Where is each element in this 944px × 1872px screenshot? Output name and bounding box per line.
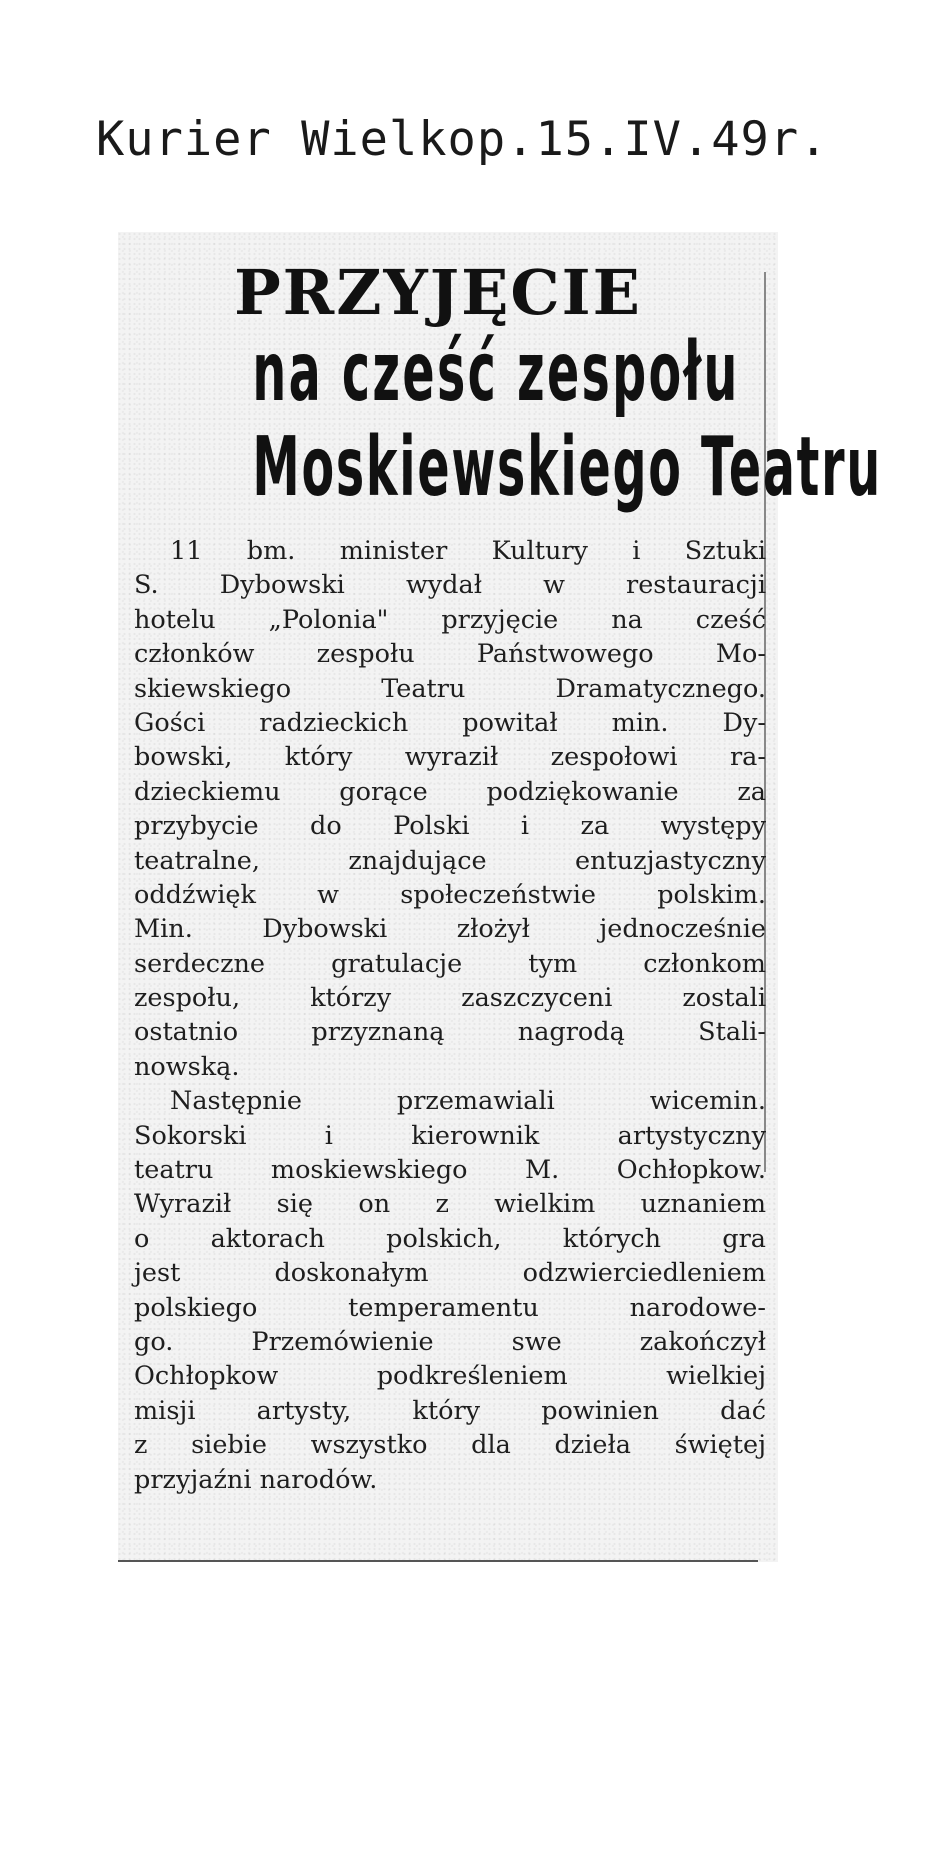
text-line: serdeczne gratulacje tym członkom [134,948,766,979]
article-body [134,534,766,1497]
headline-line-1: PRZYJĘCIE [234,256,642,329]
text-line: o aktorach polskich, których gra [134,1223,766,1254]
text-line: oddźwięk w społeczeństwie polskim. [134,879,766,910]
text-line: członków zespołu Państwowego Mo- [134,639,766,670]
text-line: nowską. [134,1051,240,1082]
text-line: Wyraził się on z wielkim uznaniem [134,1189,766,1220]
text-line: Ochłopkow podkreśleniem wielkiej [134,1361,766,1392]
text-line: S. Dybowski wydał w restauracji [134,570,766,601]
text-line: skiewskiego Teatru Dramatycznego. [134,673,766,704]
paragraph-1 [134,534,766,1084]
text-line: z siebie wszystko dla dzieła świętej [134,1430,766,1461]
text-line: jest doskonałym odzwierciedleniem [134,1258,766,1289]
source-stamp: Kurier Wielkop.15.IV.49r. [96,112,829,167]
text-line: go. Przemówienie swe zakończył [134,1326,766,1357]
paragraph-2 [134,1084,766,1497]
text-line: zespołu, którzy zaszczyceni zostali [134,983,766,1014]
text-line: przybycie do Polski i za występy [134,811,766,842]
newspaper-clipping [118,232,882,1562]
text-line: 11 bm. minister Kultury i Sztuki [170,536,766,566]
headline [118,256,882,518]
text-line: Min. Dybowski złożył jednocześnie [134,914,766,945]
text-line: dzieckiemu gorące podziękowanie za [134,776,766,807]
text-line: misji artysty, który powinien dać [134,1395,766,1426]
text-line: ostatnio przyznaną nagrodą Stali- [134,1017,766,1048]
text-line: polskiego temperamentu narodowe- [134,1292,766,1323]
headline-line-2: na cześć zespołu [252,325,740,420]
text-line: Następnie przemawiali wicemin. [170,1086,766,1117]
text-line: przyjaźni narodów. [134,1464,378,1495]
text-line: Sokorski i kierownik artystyczny [134,1120,766,1151]
text-line: bowski, który wyraził zespołowi ra- [134,742,766,773]
text-line: teatru moskiewskiego M. Ochłopkow. [134,1155,766,1186]
headline-line-3: Moskiewskiego Teatru [252,420,882,515]
text-line: Gości radzieckich powitał min. Dy- [134,707,766,738]
text-line: teatralne, znajdujące entuzjastyczny [134,845,766,876]
text-line: hotelu „Polonia" przyjęcie na cześć [134,604,766,635]
